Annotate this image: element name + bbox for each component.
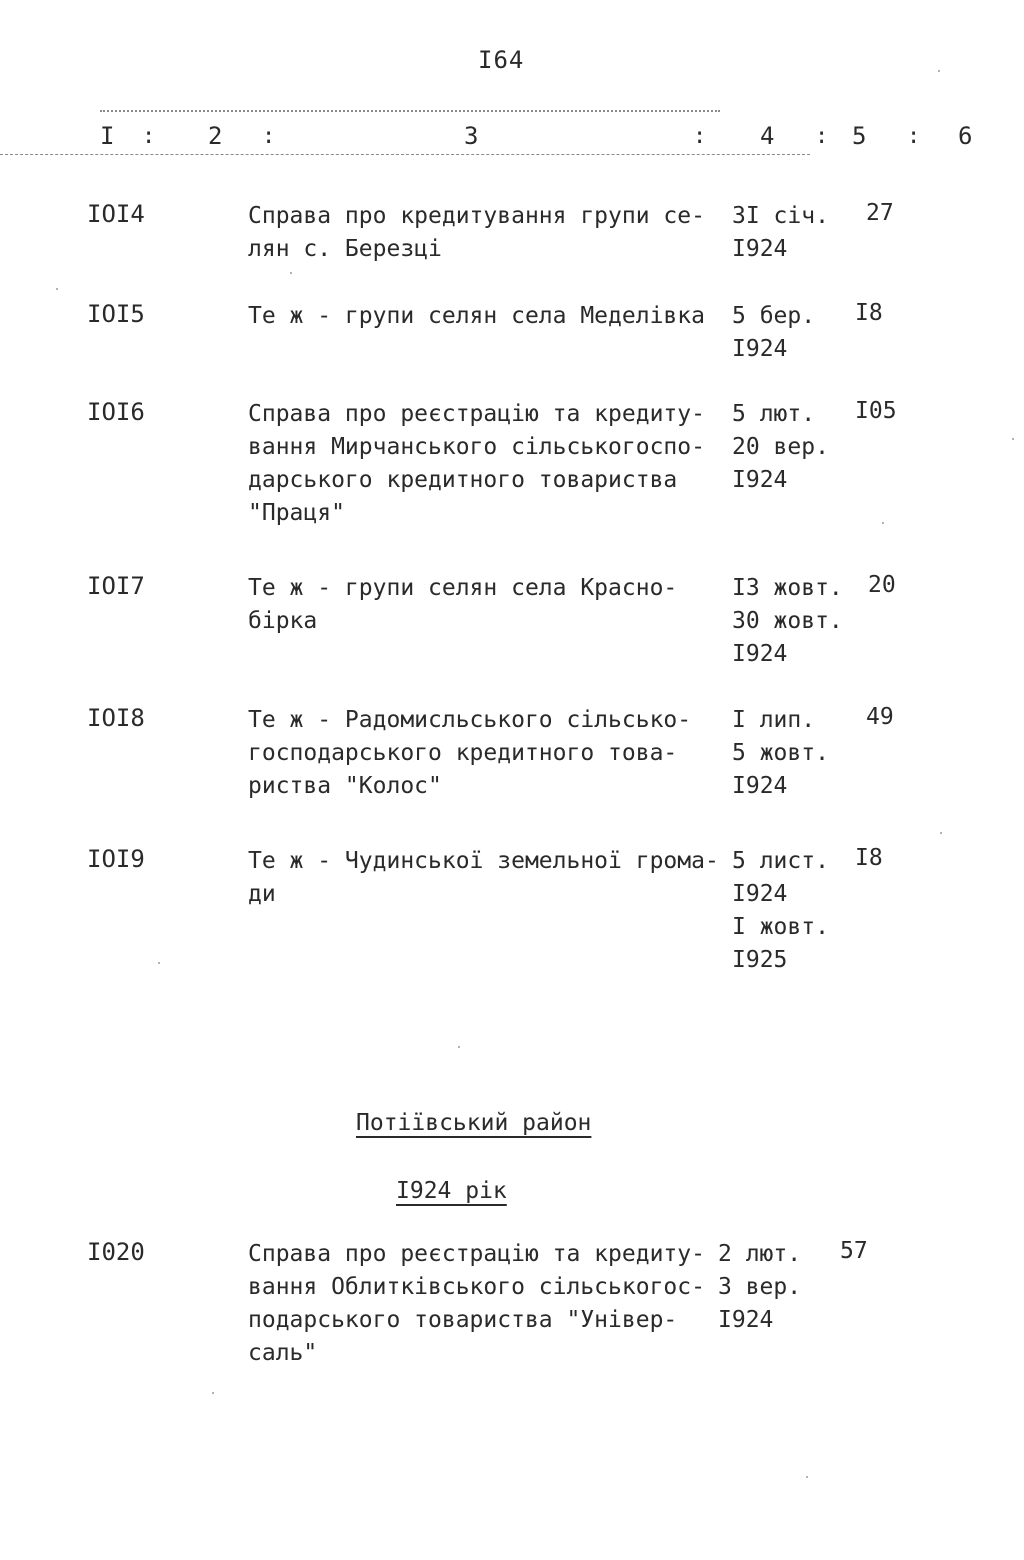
date-line: I924: [718, 1307, 774, 1333]
entry-description: [248, 845, 718, 911]
date-line: 20 вер.: [732, 434, 829, 460]
date-line: I925: [732, 947, 788, 973]
column-header-3: 3: [464, 122, 479, 150]
date-line: 30 жовт.: [732, 608, 843, 634]
date-line: I924: [732, 336, 788, 362]
scan-speck: [290, 272, 292, 274]
description-line: Справа про реєстрацію та кредиту-: [248, 401, 705, 427]
entry-description: [248, 1238, 718, 1370]
description-line: вання Мирчанського сільськогоспо-: [248, 434, 705, 460]
entry-dates: [732, 398, 829, 497]
entry-description: [248, 572, 718, 638]
entry-dates: [732, 572, 843, 671]
date-line: I924: [732, 467, 788, 493]
entry-sheet-count: 20: [868, 572, 896, 598]
description-line: саль": [248, 1340, 318, 1366]
column-header-2: 2: [208, 122, 223, 150]
entry-number: IOI8: [87, 704, 145, 732]
entry-number: IOI9: [87, 845, 145, 873]
entry-sheet-count: I8: [855, 300, 883, 326]
date-line: I лип.: [732, 707, 816, 733]
date-line: I924: [732, 236, 788, 262]
entry-sheet-count: I8: [855, 845, 883, 871]
description-line: вання Облитківського сільськогос-: [248, 1274, 705, 1300]
scan-speck: [212, 1392, 214, 1394]
description-line: Справа про кредитування групи се-: [248, 203, 705, 229]
header-rule-bottom: [0, 154, 810, 155]
date-line: 5 жовт.: [732, 740, 829, 766]
description-line: дарського кредитного товариства: [248, 467, 678, 493]
header-rule-top: [100, 110, 720, 112]
scan-speck: [938, 70, 940, 72]
scan-speck: [1012, 438, 1014, 440]
scan-speck: [882, 522, 884, 524]
entry-dates: [718, 1238, 801, 1337]
scan-speck: [158, 962, 160, 964]
description-line: Те ж - Радомисльського сільсько-: [248, 707, 692, 733]
entry-number: I020: [87, 1238, 145, 1266]
entry-number: IOI6: [87, 398, 145, 426]
entry-dates: [732, 200, 829, 266]
entry-number: IOI5: [87, 300, 145, 328]
date-line: 2 лют.: [718, 1241, 802, 1267]
description-line: Те ж - групи селян села Красно-: [248, 575, 678, 601]
column-header-4: 4: [760, 122, 775, 150]
description-line: "Праця": [248, 500, 345, 526]
column-separator: :: [142, 124, 156, 149]
column-header-1: I: [100, 122, 115, 150]
entry-sheet-count: 49: [866, 704, 894, 730]
district-heading: Потіївський район: [356, 1110, 592, 1136]
scan-speck: [940, 832, 942, 834]
entry-description: [248, 200, 718, 266]
column-separator: :: [815, 124, 829, 149]
description-line: лян с. Березці: [248, 236, 442, 262]
scan-speck: [458, 1046, 460, 1048]
entry-sheet-count: 57: [840, 1238, 868, 1264]
scan-speck: [56, 288, 58, 290]
description-line: господарського кредитного това-: [248, 740, 678, 766]
date-line: I жовт.: [732, 914, 829, 940]
column-header-5: 5: [852, 122, 867, 150]
description-line: Те ж - Чудинської земельної грома-: [248, 848, 719, 874]
year-heading: I924 рік: [396, 1178, 507, 1204]
description-line: бірка: [248, 608, 318, 634]
date-line: 5 бер.: [732, 303, 816, 329]
date-line: 3 вер.: [718, 1274, 802, 1300]
description-line: риства "Колос": [248, 773, 442, 799]
column-header-6: 6: [958, 122, 973, 150]
entry-description: [248, 398, 718, 530]
description-line: ди: [248, 881, 276, 907]
description-line: подарського товариства "Універ-: [248, 1307, 678, 1333]
date-line: 3I січ.: [732, 203, 829, 229]
date-line: I924: [732, 641, 788, 667]
date-line: I924: [732, 881, 788, 907]
description-line: Справа про реєстрацію та кредиту-: [248, 1241, 705, 1267]
column-separator: :: [262, 124, 276, 149]
description-line: Те ж - групи селян села Меделівка: [248, 303, 705, 329]
entry-number: IOI7: [87, 572, 145, 600]
column-separator: :: [907, 124, 921, 149]
entry-dates: [732, 300, 815, 366]
column-separator: :: [693, 124, 707, 149]
date-line: I924: [732, 773, 788, 799]
entry-dates: [732, 845, 829, 977]
entry-dates: [732, 704, 829, 803]
date-line: I3 жовт.: [732, 575, 843, 601]
entry-description: [248, 300, 718, 333]
entry-sheet-count: I05: [855, 398, 897, 424]
date-line: 5 лист.: [732, 848, 829, 874]
scan-speck: [806, 1476, 808, 1478]
entry-description: [248, 704, 718, 803]
entry-number: IOI4: [87, 200, 145, 228]
date-line: 5 лют.: [732, 401, 816, 427]
entry-sheet-count: 27: [866, 200, 894, 226]
page-number: I64: [478, 46, 525, 74]
